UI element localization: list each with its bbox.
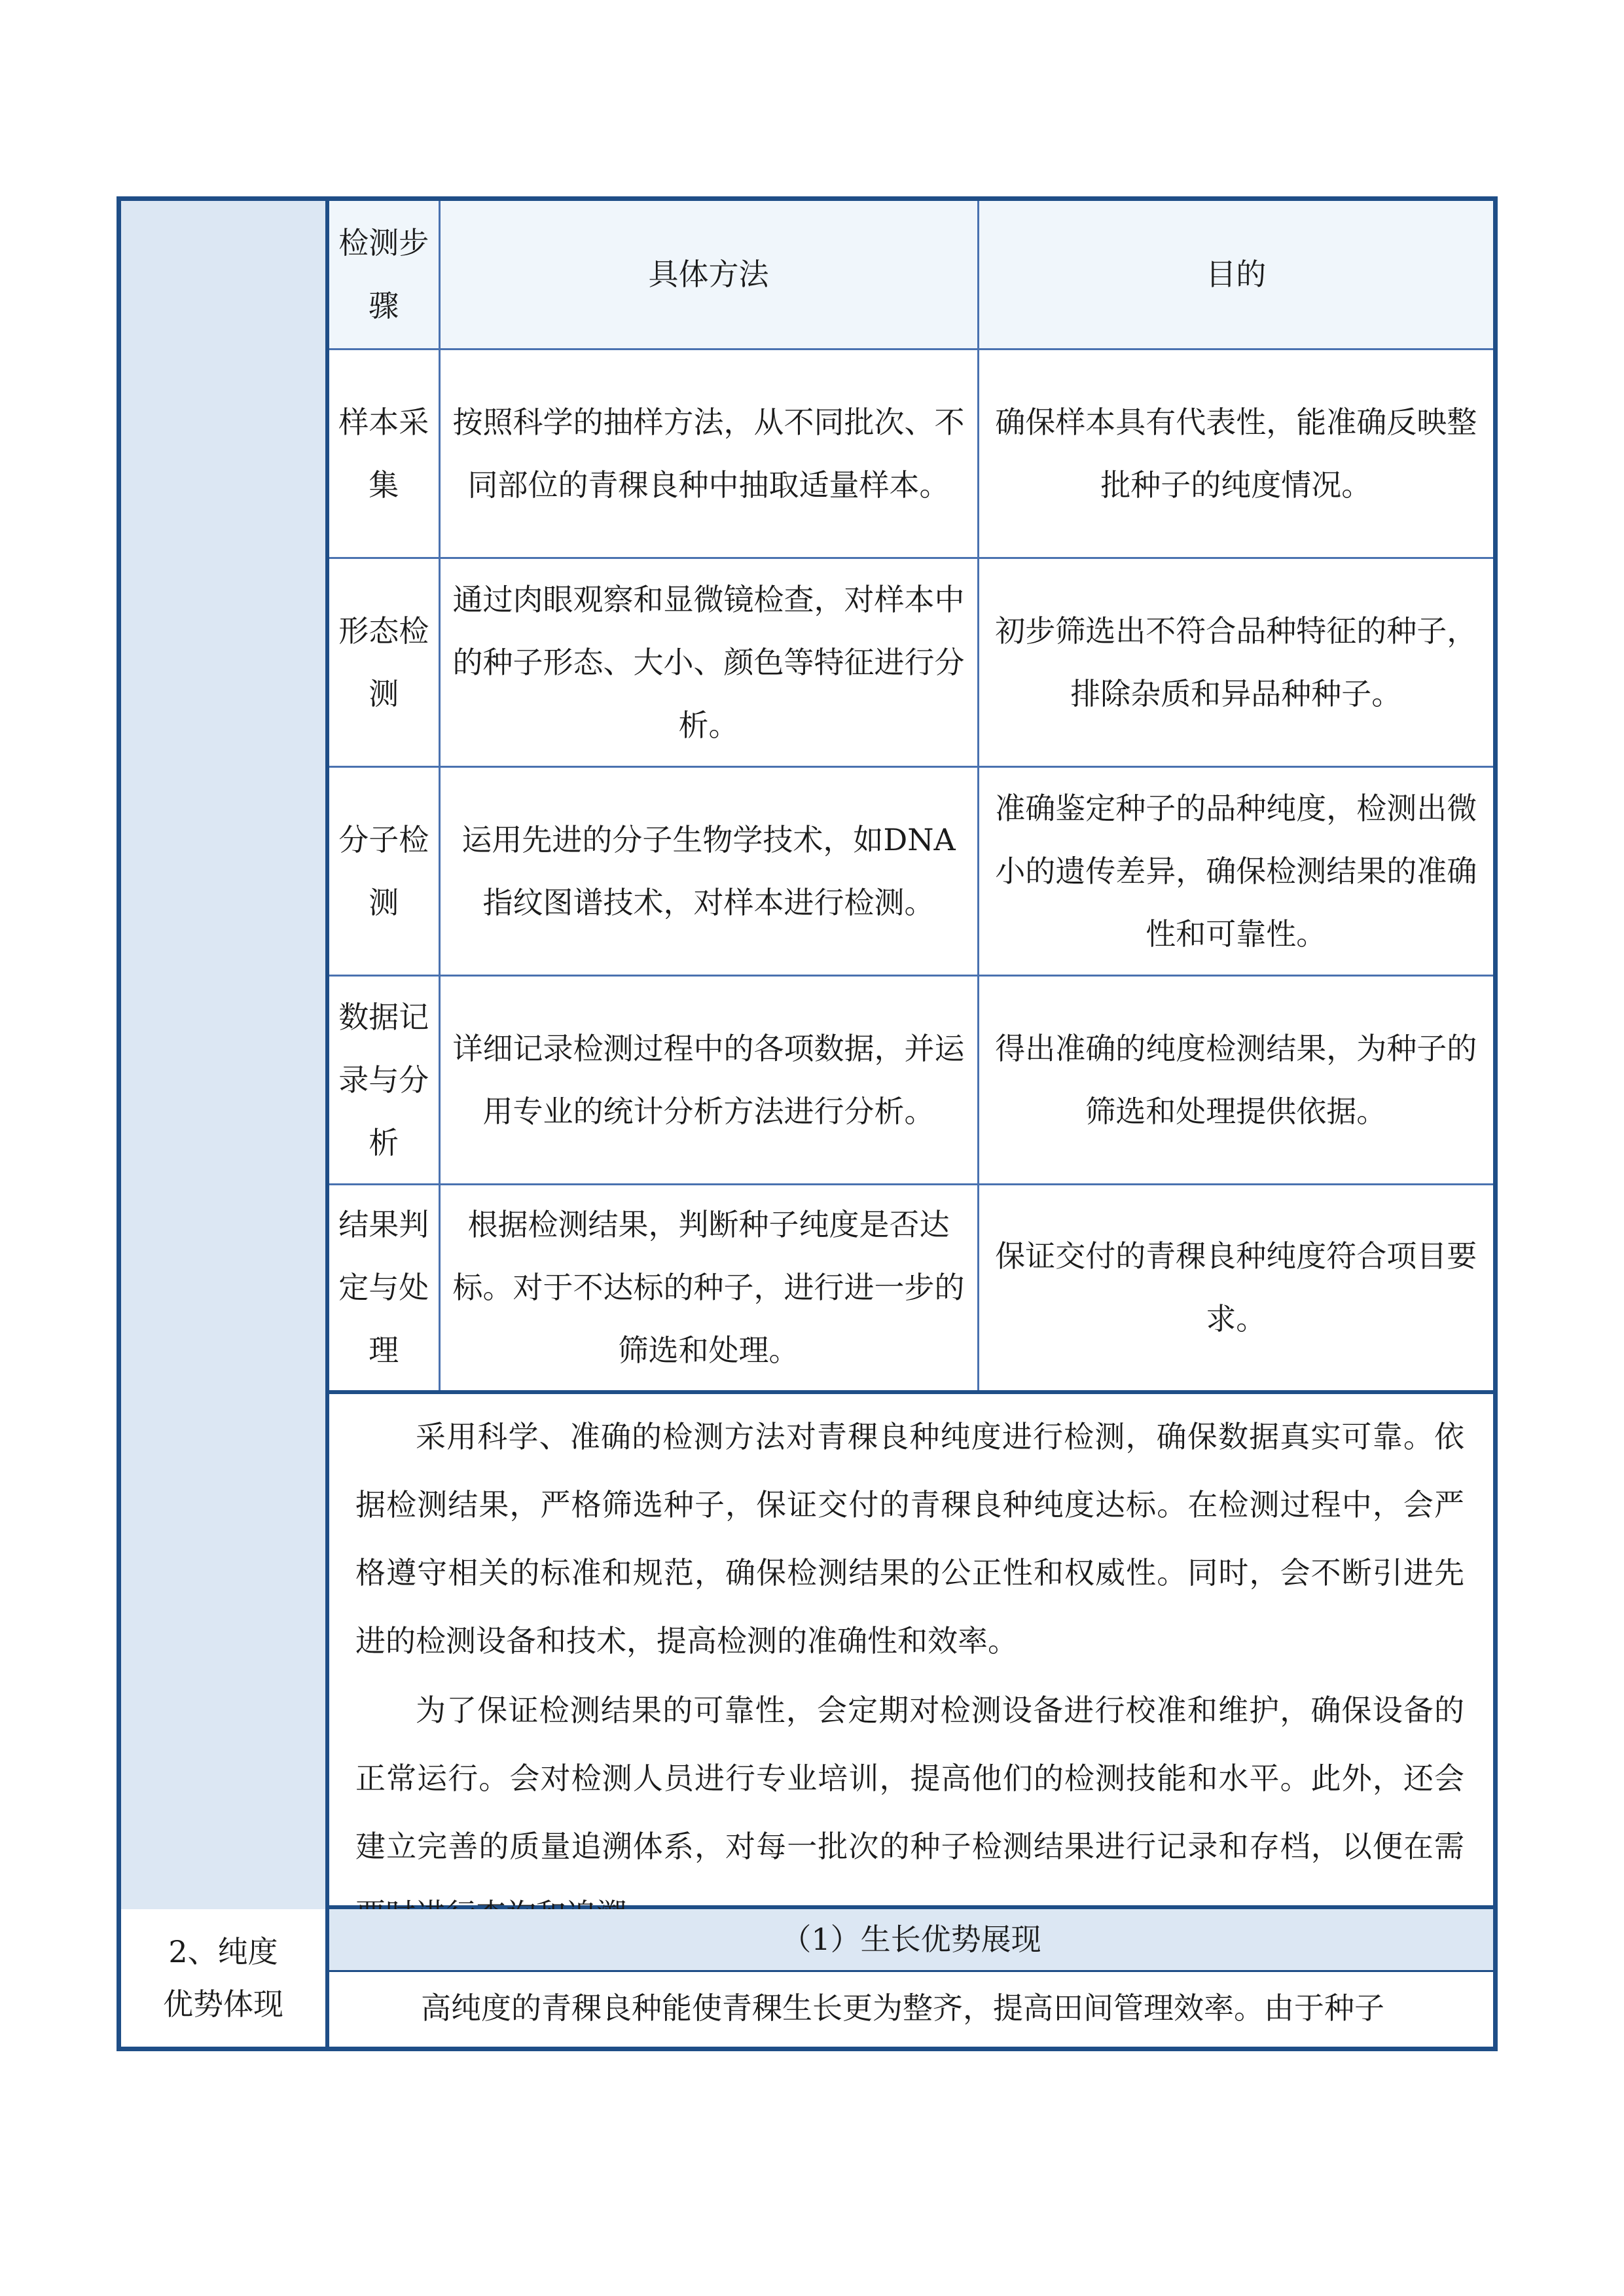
step-cell: 样本采集 [329, 349, 439, 558]
method-cell: 详细记录检测过程中的各项数据，并运用专业的统计分析方法进行分析。 [439, 975, 978, 1184]
method-cell: 通过肉眼观察和显微镜检查，对样本中的种子形态、大小、颜色等特征进行分析。 [439, 558, 978, 766]
purpose-cell: 准确鉴定种子的品种纯度，检测出微小的遗传差异，确保检测结果的准确性和可靠性。 [978, 766, 1493, 975]
section-label-text: 2、纯度优势体现 [163, 1934, 283, 2022]
method-cell: 运用先进的分子生物学技术，如DNA指纹图谱技术，对样本进行检测。 [439, 766, 978, 975]
method-cell: 按照科学的抽样方法，从不同批次、不同部位的青稞良种中抽取适量样本。 [439, 349, 978, 558]
section-text: 高纯度的青稞良种能使青稞生长更为整齐，提高田间管理效率。由于种子 [421, 1990, 1384, 2026]
step-cell: 结果判定与处理 [329, 1184, 439, 1392]
header-step: 检测步骤 [329, 201, 439, 349]
purpose-cell: 初步筛选出不符合品种特征的种子，排除杂质和异品种种子。 [978, 558, 1493, 766]
step-cell: 分子检测 [329, 766, 439, 975]
table-row [329, 349, 1493, 558]
purpose-cell: 确保样本具有代表性，能准确反映整批种子的纯度情况。 [978, 349, 1493, 558]
table-row [329, 558, 1493, 766]
paragraph: 采用科学、准确的检测方法对青稞良种纯度进行检测，确保数据真实可靠。依据检测结果，严格筛选种子，保证交付的青稞良种纯度达标。在检测过程中，会严格遵守相关的标准和规范，确保检测结果的公正性和权威性。同时，会不断引进先进的检测设备和技术，提高检测的准确性和效率。 [355, 1419, 1464, 1659]
method-cell: 根据检测结果，判断种子纯度是否达标。对于不达标的种子，进行进一步的筛选和处理。 [439, 1184, 978, 1392]
table-header-row [329, 201, 1493, 349]
purpose-cell: 保证交付的青稞良种纯度符合项目要求。 [978, 1184, 1493, 1392]
paragraph: 为了保证检测结果的可靠性，会定期对检测设备进行校准和维护，确保设备的正常运行。会对检测人员进行专业培训，提高他们的检测技能和水平。此外，还会建立完善的质量追溯体系，对每一批次的种子检测结果进行记录和存档，以便在需 [355, 1693, 1464, 1864]
step-cell: 数据记录与分析 [329, 975, 439, 1184]
step-cell: 形态检测 [329, 558, 439, 766]
subheading: （1）生长优势展现 [329, 1909, 1493, 1972]
header-method: 具体方法 [439, 201, 978, 349]
left-category-column [121, 201, 329, 1909]
table-row [329, 1184, 1493, 1392]
detection-steps-table [329, 201, 1493, 1394]
section-label [121, 1909, 329, 2047]
purpose-cell: 得出准确的纯度检测结果，为种子的筛选和处理提供依据。 [978, 975, 1493, 1184]
table-row [329, 975, 1493, 1184]
document-frame [117, 196, 1498, 2051]
description-block [329, 1392, 1493, 1909]
table-row [329, 766, 1493, 975]
header-purpose: 目的 [978, 201, 1493, 349]
